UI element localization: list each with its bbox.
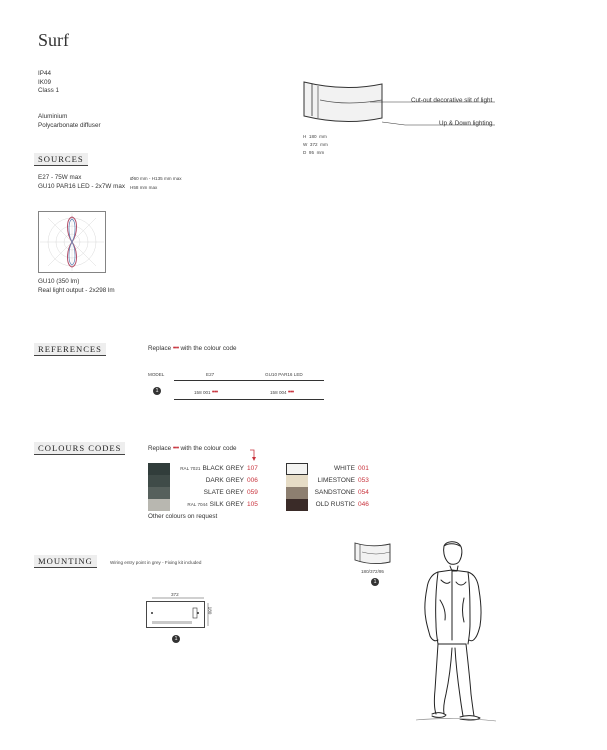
swatch-dark-grey — [148, 475, 170, 487]
ref-col-model: MODEL — [148, 372, 165, 377]
mounting-note: Wiring entry point in grey - Fixing kit included — [110, 560, 202, 565]
ref-col-e27: E27 — [206, 372, 215, 377]
spec-class: Class 1 — [38, 87, 59, 95]
material-body: Aluminium — [38, 113, 68, 120]
callout-lighting: Up & Down lighting — [439, 120, 493, 127]
page-title: Surf — [38, 30, 69, 50]
colour-name-old-rustic: OLD RUSTIC — [315, 501, 355, 508]
swatch-silk-grey — [148, 499, 170, 511]
colour-code-white: 001 — [358, 465, 369, 472]
colour-code-black-grey: 107 — [247, 465, 258, 472]
ref-col-gu10: GU10 PAR16 LED — [265, 372, 303, 377]
colour-name-slate-grey: SLATE GREY — [203, 489, 244, 496]
spec-list — [38, 70, 59, 96]
other-colours-note: Other colours on request — [148, 513, 218, 520]
product-thumbnail — [352, 540, 394, 566]
colours-note: Replace ••• with the colour code — [148, 445, 237, 452]
material-diffuser: Polycarbonate diffuser — [38, 121, 101, 129]
colour-name-black-grey: RAL 7021 BLACK GREY — [180, 465, 244, 472]
source-name: E27 - 75W max — [38, 174, 82, 181]
colour-name-sandstone: SANDSTONE — [314, 489, 355, 496]
source-row-gu10 — [38, 183, 125, 192]
source-dims-e27: Ø60 mm - H135 mm max — [130, 176, 182, 181]
colour-code-old-rustic: 046 — [358, 501, 369, 508]
references-heading: REFERENCES — [34, 343, 106, 356]
spec-ip: IP44 — [38, 70, 51, 77]
dimension-depth: D 95 mm — [303, 150, 325, 155]
colour-code-silk-grey: 105 — [247, 501, 258, 508]
source-dims-gu10: H58 mm max — [130, 185, 158, 190]
dimension-height: H 180 mm — [303, 134, 327, 139]
colours-heading: COLOURS CODES — [34, 442, 125, 455]
dots-marker: ••• — [172, 345, 179, 352]
dimension-width: W 372 mm — [303, 142, 328, 147]
model-badge: 1 — [153, 387, 161, 395]
references-note: Replace ••• with the colour code — [148, 345, 237, 352]
spec-ik: IK09 — [38, 78, 51, 86]
product-badge: 1 — [371, 578, 379, 586]
colour-name-silk-grey: RAL 7044 SILK GREY — [187, 501, 244, 508]
colour-name-dark-grey: DARK GREY — [205, 477, 244, 484]
diagram-caption: GU10 (350 lm) Real light output - 2x298 lm — [38, 278, 115, 294]
ref-e27-code: 158 001 ••• — [194, 389, 218, 396]
person-sketch — [408, 540, 503, 725]
mounting-heading: MOUNTING — [34, 555, 97, 568]
ref-footer-rule — [174, 399, 324, 400]
photometric-diagram — [38, 211, 106, 273]
mounting-badge: 1 — [172, 635, 180, 643]
dots-marker: ••• — [172, 445, 179, 452]
source-name: GU10 PAR16 LED - 2x7W max — [38, 183, 126, 190]
materials-list — [38, 113, 101, 130]
colour-code-sandstone: 054 — [358, 489, 369, 496]
colour-name-white: WHITE — [334, 465, 355, 472]
sources-heading: SOURCES — [34, 153, 88, 166]
colour-code-slate-grey: 059 — [247, 489, 258, 496]
arrow-down-icon — [250, 448, 262, 462]
callout-slit: Cut-out decorative slit of light — [411, 97, 493, 104]
colour-code-limestone: 053 — [358, 477, 369, 484]
ref-header-rule — [174, 380, 324, 381]
dimension-list — [303, 133, 328, 157]
mounting-height-label: 180 — [207, 606, 213, 615]
colour-code-dark-grey: 006 — [247, 477, 258, 484]
source-row-e27 — [38, 174, 81, 183]
product-dims-label: 180/372/95 — [361, 569, 384, 574]
swatch-slate-grey — [148, 487, 170, 499]
mounting-drawing — [146, 595, 216, 631]
colour-name-limestone: LIMESTONE — [317, 477, 355, 484]
mounting-width-label: 372 — [171, 592, 179, 597]
ref-gu10-code: 158 004 ••• — [270, 389, 294, 396]
